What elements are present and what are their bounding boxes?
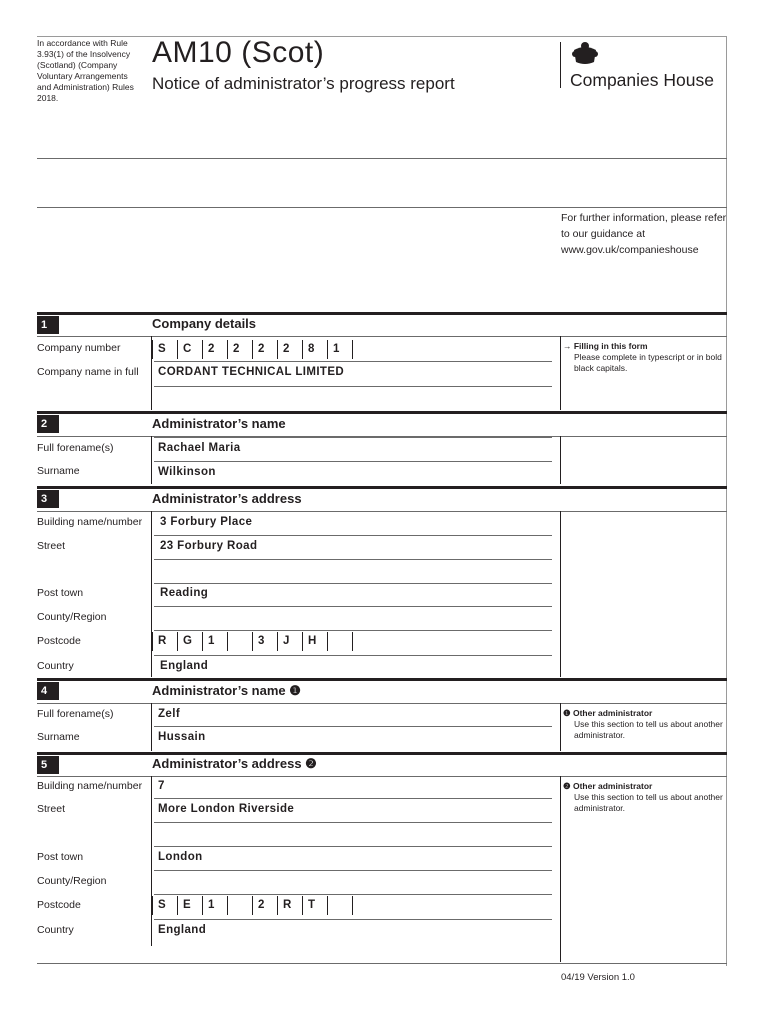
post-town-value: Reading [160,587,209,599]
section-rule [37,678,727,681]
section-rule [37,411,727,414]
country-value: England [158,924,207,936]
char-box[interactable]: 3 [252,632,276,651]
char-box[interactable]: T [302,896,326,915]
company-name-label: Company name in full [37,366,139,378]
surname-label: Surname [37,465,80,477]
char-box[interactable] [327,896,351,915]
char-box[interactable]: R [277,896,301,915]
guide-text: Please complete in typescript or in bold black capitals. [574,352,722,373]
section-number: 3 [37,490,59,508]
county-label: County/Region [37,611,107,623]
further-info-text: For further information, please refer to our guidance at www.gov.uk/companieshouse [561,212,727,256]
section-title: Administrator’s name [152,416,286,431]
post-town-input[interactable] [154,846,552,867]
guide-box [560,511,728,677]
char-box[interactable]: 2 [252,340,276,359]
legal-note: In accordance with Rule 3.93(1) of the Insolvency (Scotland) (Company Voluntary Arrangements and Administration) Rules 2018. [37,38,134,103]
building-label: Building name/number [37,780,143,792]
char-box[interactable] [227,896,251,915]
label-bar [151,436,152,484]
company-name-input-line2[interactable] [154,386,552,407]
county-input[interactable] [154,606,552,627]
label-bar [151,703,152,751]
label-bar [151,511,152,677]
royal-crest-icon [570,40,600,66]
street-input-line2[interactable] [154,822,552,843]
country-value: England [160,660,209,672]
char-box[interactable]: S [152,896,176,915]
bottom-rule [37,963,727,964]
section-title: Administrator’s address [152,491,302,506]
char-box[interactable] [327,632,351,651]
section-rule [37,752,727,755]
form-title: Notice of administrator’s progress report [152,74,455,93]
post-town-label: Post town [37,587,84,599]
section-number: 1 [37,316,59,334]
street-input-line2[interactable] [154,559,552,580]
post-town-value: London [158,851,203,863]
county-label: County/Region [37,875,107,887]
surname-label: Surname [37,731,80,743]
char-box[interactable]: J [277,632,301,651]
county-input[interactable] [154,870,552,891]
street-label: Street [37,540,66,552]
char-box[interactable]: 1 [327,340,351,359]
street-label: Street [37,803,66,815]
section-rule [37,312,727,315]
char-box-end [352,340,358,359]
char-box[interactable]: 2 [252,896,276,915]
section-title: Company details [152,316,257,331]
country-input[interactable] [154,655,552,676]
building-label: Building name/number [37,516,143,528]
street-value: 23 Forbury Road [160,540,258,552]
char-box-end [352,896,358,915]
char-box[interactable]: S [152,340,176,359]
section-number: 4 [37,682,59,700]
country-label: Country [37,660,74,672]
forename-label: Full forename(s) [37,442,114,454]
divider [37,158,727,159]
char-box[interactable] [227,632,251,651]
label-bar [151,776,152,946]
forename-label: Full forename(s) [37,708,114,720]
version-footer: 04/19 Version 1.0 [561,972,635,983]
surname-value: Hussain [158,731,206,743]
guide-box [560,436,728,484]
section-number: 2 [37,415,59,433]
guide-title: → Filling in this form [563,341,648,351]
char-box[interactable]: G [177,632,201,651]
guide-title: ❶ Other administrator [563,708,653,718]
country-input[interactable] [154,919,552,940]
top-border [37,36,727,37]
form-code: AM10 (Scot) [152,36,325,69]
surname-input[interactable] [154,726,552,747]
building-input[interactable] [154,776,552,797]
companies-house-logo: Companies House [570,70,714,90]
country-label: Country [37,924,74,936]
section-number: 5 [37,756,59,774]
char-box[interactable]: E [177,896,201,915]
surname-value: Wilkinson [158,466,216,478]
char-box[interactable]: H [302,632,326,651]
post-town-input[interactable] [154,583,552,604]
postcode-label: Postcode [37,899,81,911]
char-box[interactable]: 1 [202,896,226,915]
forename-value: Rachael Maria [158,442,241,454]
forename-input[interactable] [154,703,552,724]
char-box[interactable]: 1 [202,632,226,651]
logo-divider [560,42,561,88]
postcode-label: Postcode [37,635,81,647]
char-box-end [352,632,358,651]
guide-text: Use this section to tell us about another administrator. [574,792,723,813]
char-box[interactable]: 2 [227,340,251,359]
building-value: 7 [158,780,165,792]
char-box[interactable]: C [177,340,201,359]
company-number-label: Company number [37,342,121,354]
char-box[interactable]: R [152,632,176,651]
post-town-label: Post town [37,851,84,863]
guide-text: Use this section to tell us about another administrator. [574,719,723,740]
char-box[interactable]: 2 [277,340,301,359]
guide-title: ❷ Other administrator [563,781,653,791]
company-name-value: CORDANT TECHNICAL LIMITED [158,366,345,378]
char-box[interactable]: 2 [202,340,226,359]
section-title: Administrator’s name ❶ [152,683,301,698]
building-value: 3 Forbury Place [160,516,253,528]
char-box[interactable]: 8 [302,340,326,359]
forename-value: Zelf [158,708,181,720]
divider [37,207,727,208]
street-value: More London Riverside [158,803,295,815]
section-rule [37,486,727,489]
section-title: Administrator’s address ❷ [152,756,317,771]
